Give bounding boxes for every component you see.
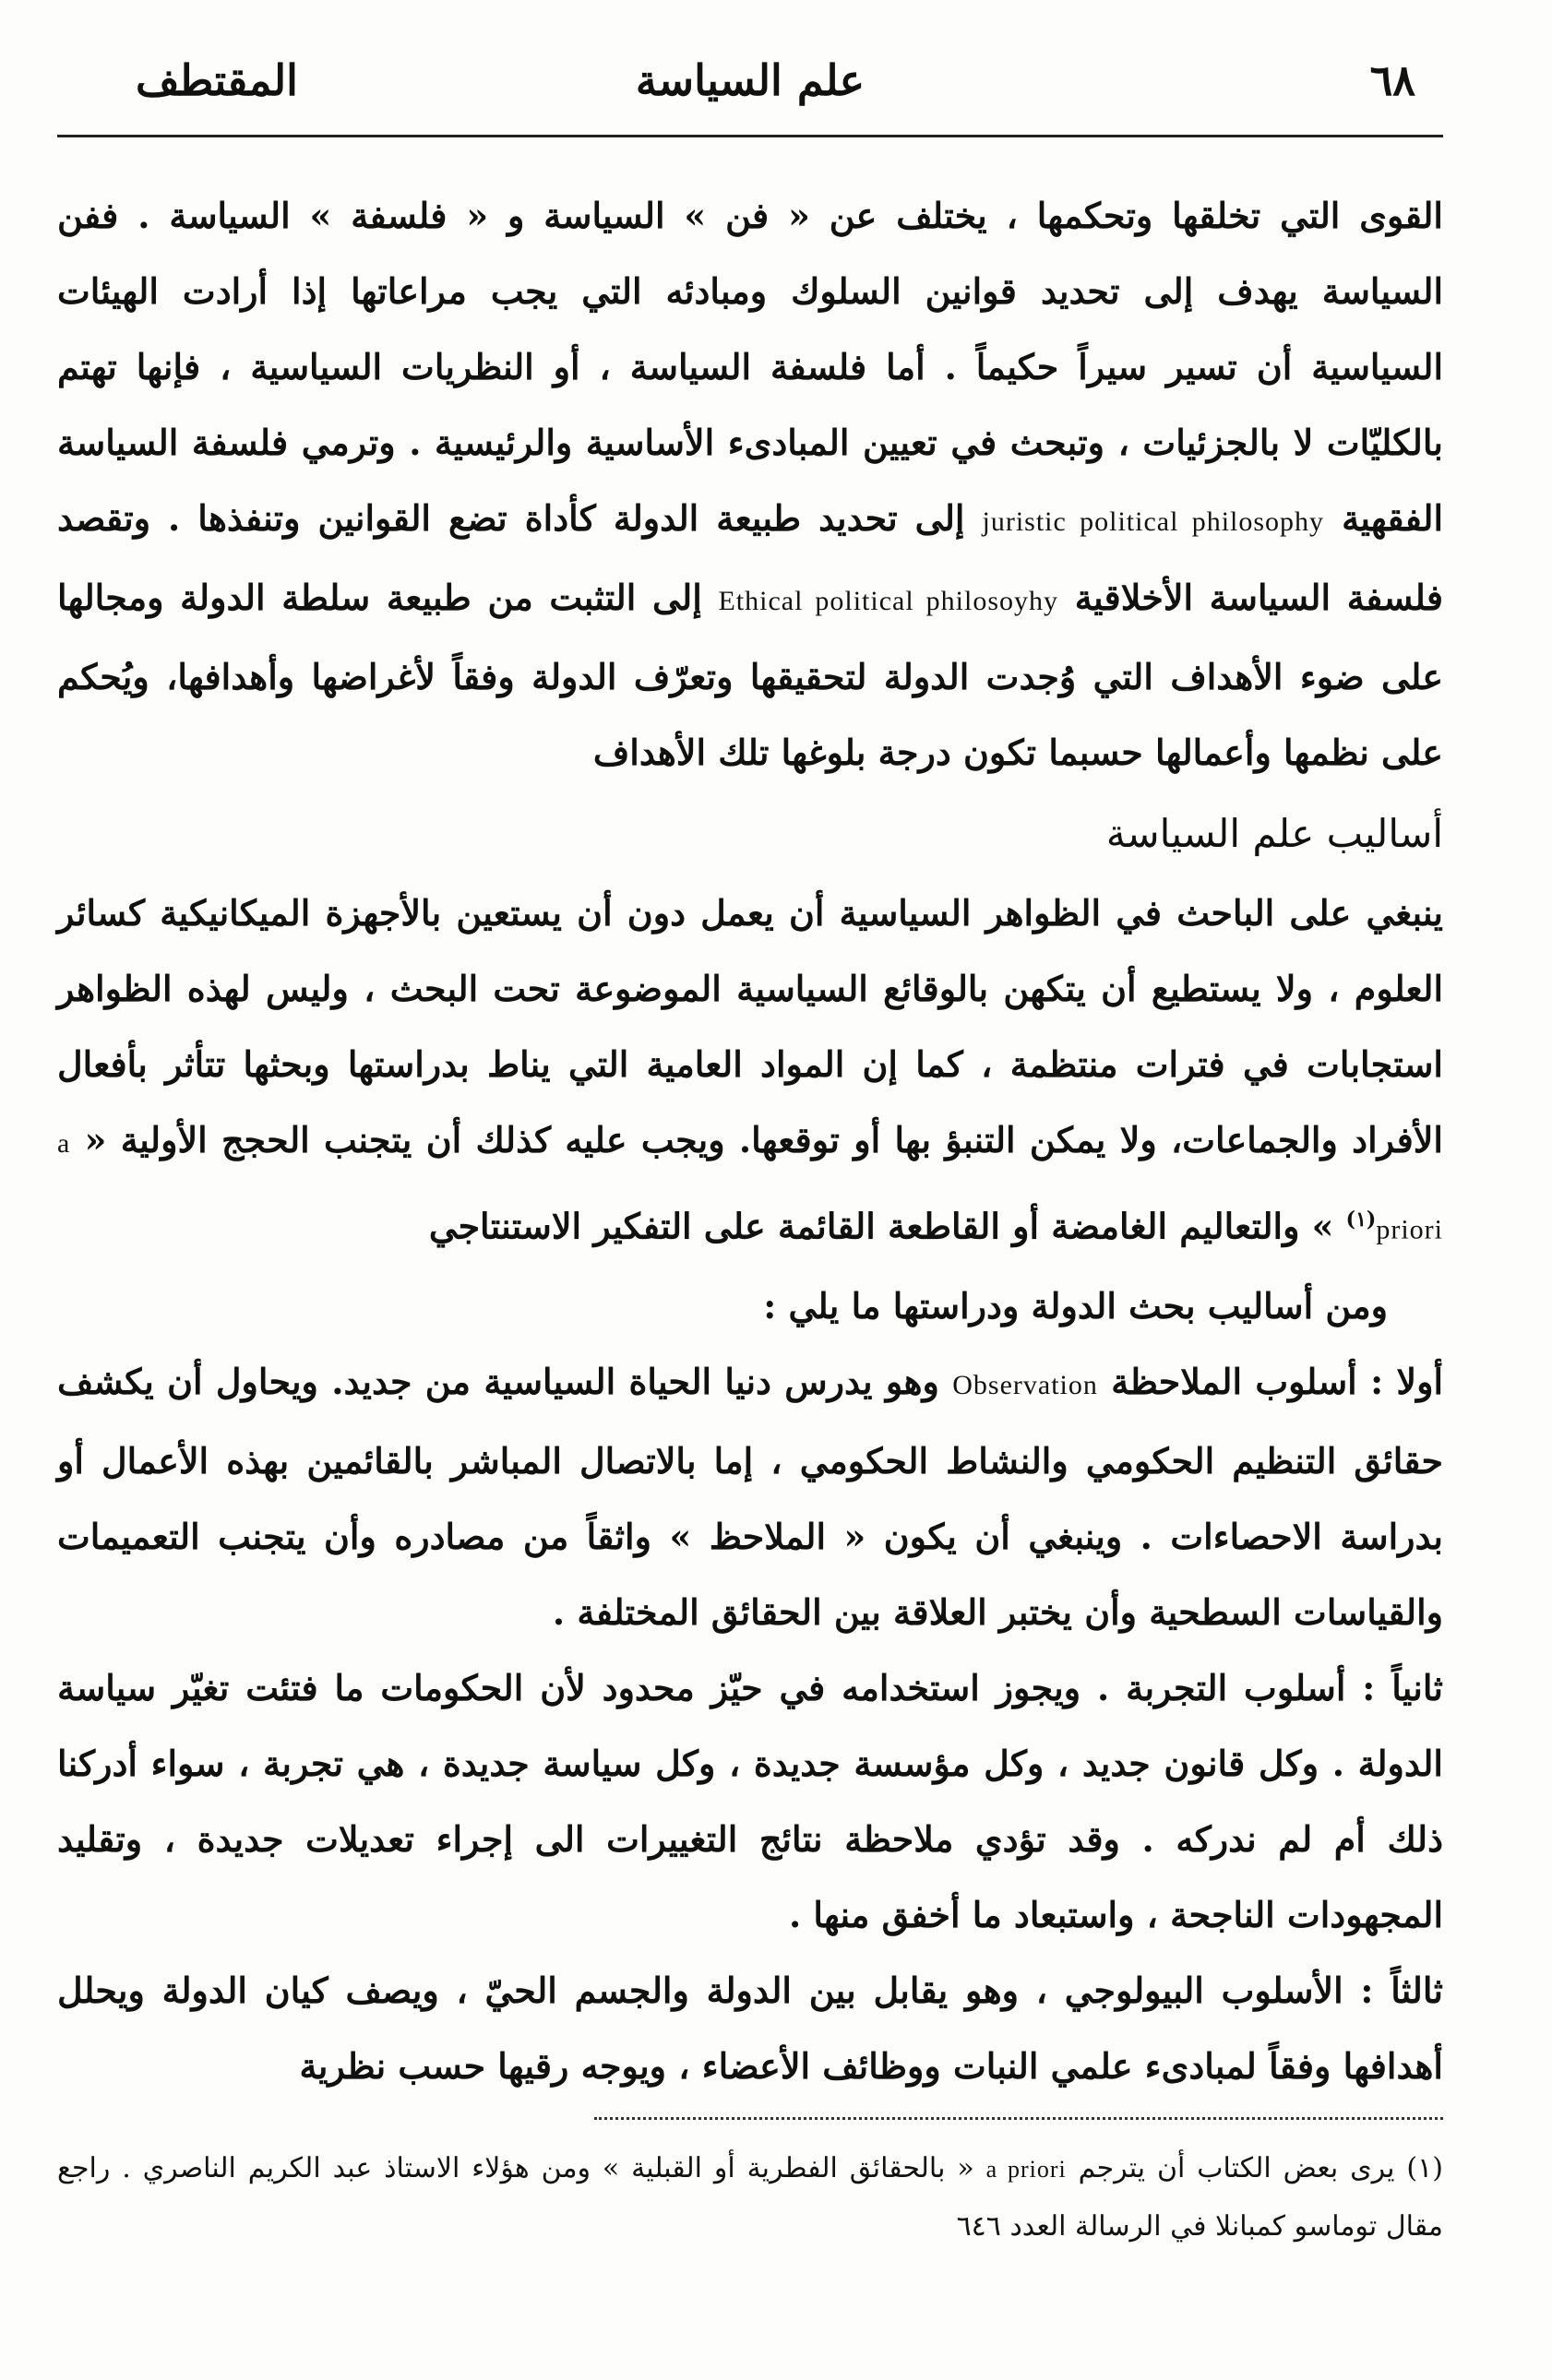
- methods-intro-line: ومن أساليب بحث الدولة ودراستها ما يلي :: [763, 1284, 1388, 1327]
- latin-term-observation: Observation: [952, 1369, 1098, 1400]
- page-header: [57, 55, 1443, 135]
- intro-text-c: إلى التثبت من طبيعة سلطة الدولة ومجالها على ضوء الأهداف التي وُجدت الدولة لتحقيقها وتعرّف الدولة وفقاً لأغراضها وأهدافها، ويُحكم على نظمها وأعمالها حسبما تكون درجة بلوغها تلك الأهداف: [57, 577, 1443, 773]
- footnote-text-b: « بالحقائق الفطرية أو القبلية » ومن هؤلاء الاستاذ عبد الكريم الناصري . راجع مقال توماسو كمبانلا في الرسالة العدد ٦٤٦: [57, 2151, 1443, 2243]
- methods-paragraph: [57, 875, 1443, 1268]
- latin-term-a-priori: a priori: [57, 1128, 1443, 1245]
- journal-name: المقتطف: [136, 55, 298, 105]
- method-observation-title: أولا : أسلوب الملاحظة: [1111, 1360, 1444, 1402]
- footnote-latin-term: a priori: [985, 2155, 1067, 2183]
- running-title: علم السياسة: [635, 55, 866, 105]
- methods-text-a: ينبغي على الباحث في الظواهر السياسية أن يعمل دون أن يستعين بالأجهزة الميكانيكية كسائر العلوم ، ولا يستطيع أن يتكهن بالوقائع السياسية الموضوعة تحت البحث ، وليس لهذه الظواهر استجابات في فترات منتظمة ، كما إن المواد العامية التي يناط بدراستها وبحثها تتأثر بأفعال الأفراد والجماعات، ولا يمكن التنبؤ بها أو توقعها. ويجب عليه كذلك أن يتجنب الحجج الأولية «: [57, 892, 1443, 1160]
- method-observation: [57, 1344, 1443, 1650]
- body-text: [57, 178, 1443, 2104]
- section-heading: أساليب علم السياسة: [1105, 811, 1443, 856]
- methods-text-b: » والتعاليم الغامضة أو القاطعة القائمة على التفكير الاستنتاجي: [428, 1205, 1334, 1247]
- page-number: ٦٨: [1369, 55, 1415, 105]
- footnote: [57, 2140, 1443, 2255]
- intro-text-b: إلى تحديد طبيعة الدولة كأداة تضع القوانين وتنفذها . وتقصد فلسفة السياسة الأخلاقية: [57, 497, 1443, 618]
- method-experiment: ثانياً : أسلوب التجربة . ويجوز استخدامه في حيّز محدود لأن الحكومات ما فتئت تغيّر سياسة الدولة . وكل قانون جديد ، وكل مؤسسة جديدة ، وكل سياسة جديدة ، هي تجربة ، سواء أدركنا ذلك أم لم ندركه . وقد تؤدي ملاحظة نتائج التغييرات الى إجراء تعديلات جديدة ، وتقليد المجهودات الناجحة ، واستبعاد ما أخفق منها .: [57, 1666, 1443, 1935]
- header-rule: [57, 135, 1443, 137]
- method-observation-text: وهو يدرس دنيا الحياة السياسية من جديد. ويحاول أن يكشف حقائق التنظيم الحكومي والنشاط الحكومي ، إما بالاتصال المباشر بالقائمين بهذه الأعمال أو بدراسة الاحصاءات . وينبغي أن يكون « الملاحظ » واثقاً من مصادره وأن يتجنب التعميمات والقياسات السطحية وأن يختبر العلاقة بين الحقائق المختلفة .: [57, 1360, 1443, 1633]
- latin-term-juristic: juristic political philosophy: [982, 506, 1325, 537]
- method-biological: ثالثاً : الأسلوب البيولوجي ، وهو يقابل بين الدولة والجسم الحيّ ، ويصف كيان الدولة ويحلل أهدافها وفقاً لمبادىء علمي النبات ووظائف الأعضاء ، ويوجه رقيها حسب نظرية: [57, 1969, 1443, 2087]
- intro-paragraph: [57, 178, 1443, 791]
- footnote-text-a: (١) يرى بعض الكتاب أن يترجم: [1078, 2151, 1443, 2184]
- footnote-separator: [594, 2117, 1443, 2120]
- footnote-marker: (١): [1345, 1208, 1377, 1232]
- latin-term-ethical: Ethical political philosoyhy: [718, 586, 1058, 616]
- intro-text-a: القوى التي تخلقها وتحكمها ، يختلف عن « فن » السياسة و « فلسفة » السياسة . ففن السياسة يهدف إلى تحديد قوانين السلوك ومبادئه التي يجب مراعاتها إذا أرادت الهيئات السياسية أن تسير سيراً حكيماً . أما فلسفة السياسة ، أو النظريات السياسية ، فإنها تهتم بالكليّات لا بالجزئيات ، وتبحث في تعيين المبادىء الأساسية والرئيسية . وترمي فلسفة السياسة الفقهية: [57, 195, 1443, 539]
